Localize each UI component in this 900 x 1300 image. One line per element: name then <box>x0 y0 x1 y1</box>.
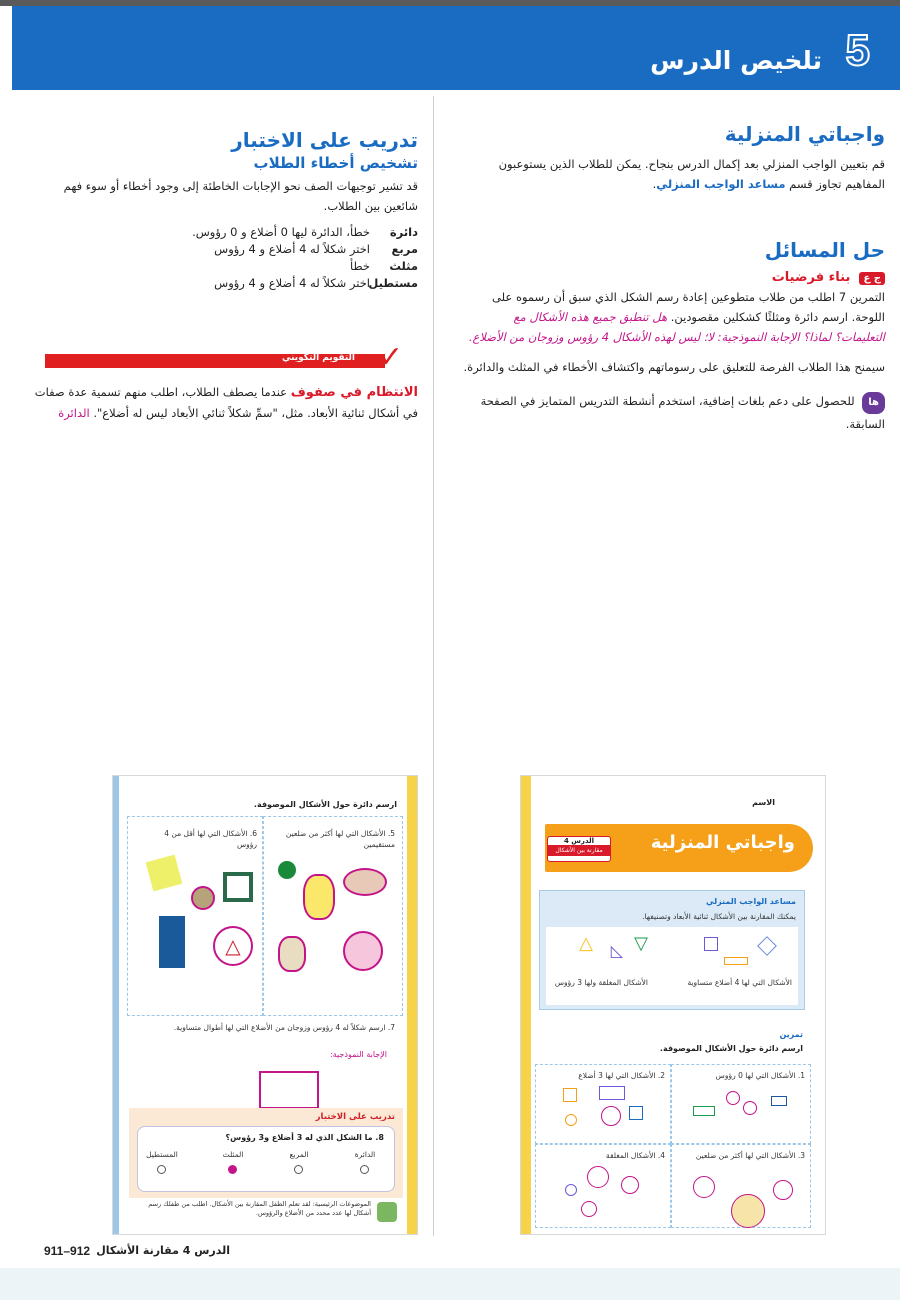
ws-practice-title: تمرين <box>779 1030 803 1039</box>
formative-body: عندما يصطف الطلاب، اطلب منهم تسمية عدة صفات في أشكال ثنائية الأبعاد. مثل، "سمِّ شكلاً ثنائي الأبعاد ليس له أضلاع". <box>34 385 418 420</box>
ws-option: الدائرة <box>354 1150 376 1159</box>
ws-test-box <box>137 1126 395 1192</box>
formative-answer: الدائرة <box>58 406 90 420</box>
ws-q5: 5. الأشكال التي لها أكثر من ضلعين مستقيمين <box>285 829 395 849</box>
exercise-7-text: التمرين 7 اطلب من طلاب متطوعين إعادة رسم الشكل الذي سبق أن رسموه على اللوحة. ارسم دائرة ومثلثًا كشكلين مقصودين. <box>492 290 885 324</box>
formative-section <box>30 382 418 423</box>
worksheet-frame <box>521 776 531 1234</box>
error-text: خطأ <box>349 259 370 273</box>
banner-number: 5 <box>845 26 870 75</box>
test-practice-section <box>30 128 418 292</box>
formative-text <box>30 382 418 423</box>
error-row <box>70 224 418 241</box>
ws-option: المستطيل <box>146 1150 178 1159</box>
ws-caption2: الأشكال المغلقة ولها 3 رؤوس <box>554 978 648 987</box>
worksheet-left <box>112 775 418 1235</box>
problems-section <box>460 238 885 434</box>
diamond-shape <box>757 936 777 956</box>
ws-q7: 7. ارسم شكلاً له 4 رؤوس وزوجان من الأضلاع التي لها أطوال متساوية. <box>173 1023 395 1032</box>
ws-helper-inner <box>546 927 798 1005</box>
test-practice-subtitle: تشخيص أخطاء الطلاب <box>253 154 418 172</box>
footer-pages: 911–912 <box>44 1244 91 1258</box>
circle-shape <box>565 1114 577 1126</box>
homework-text-main: قم بتعيين الواجب المنزلي بعد إكمال الدرس بنجاح. يمكن للطلاب الذين يستوعبون المفاهيم تجاوز قسم <box>498 157 885 191</box>
shape-circled <box>581 1201 597 1217</box>
coin-circled <box>191 886 215 910</box>
error-text: اختر شكلاً له 4 أضلاع و 4 رؤوس <box>214 276 370 290</box>
ws-note: الموضوعات الرئيسية: لقد تعلم الطفل المقارنة بين الأشكال. اطلب من طفلك رسم أشكال لها عدد محدد من الأضلاع والرؤوس. <box>148 1200 371 1217</box>
worksheet-frame <box>407 776 417 1234</box>
homework-title: واجباتي المنزلية <box>724 122 885 146</box>
formative-bar <box>45 354 385 368</box>
warning-triangle-circled: △ <box>213 926 253 966</box>
footer-lesson: الدرس 4 مقارنة الأشكال <box>96 1244 230 1257</box>
homework-text-end: . <box>652 177 657 191</box>
ws-sample: الإجابة النموذجية: <box>330 1050 387 1059</box>
ws-name-label: الاسم <box>752 798 775 807</box>
ell-badge: ها <box>862 392 885 414</box>
ws-helper-box <box>539 890 805 1010</box>
problems-para3 <box>460 391 885 434</box>
square-shape <box>563 1088 577 1102</box>
lesson-banner <box>12 6 900 90</box>
shape-circled <box>621 1176 639 1194</box>
error-list <box>30 224 418 292</box>
frame-square <box>223 872 253 902</box>
shape-circled <box>587 1166 609 1188</box>
ws-test-strip <box>129 1108 403 1198</box>
shape-circled <box>773 1180 793 1200</box>
error-term: دائرة <box>389 225 418 239</box>
problems-title: حل المسائل <box>764 238 885 262</box>
worksheet-frame-left <box>113 776 119 1234</box>
ws-q3: 3. الأشكال التي لها أكثر من ضلعين <box>695 1151 805 1160</box>
circle-circled <box>743 1101 757 1115</box>
trapezoid-shape <box>693 1106 715 1116</box>
trapezoid-shape <box>771 1096 787 1106</box>
ws-q8: 8. ما الشكل الذي له 3 أضلاع و3 رؤوس؟ <box>225 1133 384 1142</box>
hypothesis-row <box>460 266 885 285</box>
error-term: مربع <box>391 242 418 256</box>
ws-caption1: الأشكال التي لها 4 أضلاع متساوية <box>687 978 792 987</box>
error-text: خطأ، الدائرة ليها 0 أضلاع و 0 رؤوس. <box>192 225 370 239</box>
test-practice-intro: قد تشير توجيهات الصف نحو الإجابات الخاطئة إلى وجود أخطاء أو سوء فهم شائعين بين الطلاب. <box>63 179 418 213</box>
yellow-card-circled <box>303 874 335 920</box>
triangle-circled <box>601 1106 621 1126</box>
radio-option-circle <box>360 1165 369 1174</box>
test-practice-title: تدريب على الاختبار <box>231 128 418 152</box>
homework-text <box>460 154 885 194</box>
ws-q4: 4. الأشكال المغلقة <box>605 1151 665 1160</box>
ws-lesson-sub: مقارنة بين الأشكال <box>548 845 610 856</box>
green-circle <box>278 861 296 879</box>
circle-circled <box>726 1091 740 1105</box>
check-icon: ✓ <box>378 340 404 375</box>
ws-lesson-tag <box>547 836 611 862</box>
ws-left-instr: ارسم دائرة حول الأشكال الموصوفة. <box>253 800 397 809</box>
shape-circled <box>731 1194 765 1228</box>
ws-lesson-label: الدرس 4 <box>563 837 595 845</box>
error-term: مستطيل <box>368 276 418 290</box>
hypothesis-label: بناء فرضيات <box>771 270 851 285</box>
problems-para3-text: للحصول على دعم بلغات إضافية، استخدم أنشطة التدريس المتمايز في الصفحة السابقة. <box>480 394 885 431</box>
formative-bar-label: التقويم التكويني <box>281 353 355 363</box>
exercise-7-answer: هل تنطبق جميع هذه الأشكال مع التعليمات؟ لماذا؟ الإجابة النموذجية: لا؛ ليس لهذه الأشكال 4 رؤوس وزوجان من الأضلاع. <box>468 310 885 344</box>
ws-test-title: تدريب على الاختبار <box>315 1112 395 1122</box>
error-row <box>70 258 418 275</box>
ws-helper-text: يمكنك المقارنة بين الأشكال ثنائية الأبعاد وتصنيفها. <box>642 912 796 921</box>
ws-q1: 1. الأشكال التي لها 0 رؤوس <box>715 1071 805 1080</box>
rectangle-shape <box>599 1086 625 1100</box>
exercise-7 <box>460 287 885 347</box>
trapezoid-shape <box>724 957 748 965</box>
ws-option: المثلث <box>222 1150 244 1159</box>
sample-rectangle <box>259 1071 319 1109</box>
error-term: مثلث <box>389 259 418 273</box>
radio-option-square <box>294 1165 303 1174</box>
triangle-down-shape: ▽ <box>634 933 648 954</box>
homework-helper-link: مساعد الواجب المنزلي <box>656 177 786 191</box>
ws-helper-title: مساعد الواجب المنزلي <box>706 897 796 906</box>
error-text: اختر شكلاً له 4 أضلاع و 4 رؤوس <box>214 242 370 256</box>
problems-para2: سيمنح هذا الطلاب الفرصة للتعليق على رسوماتهم واكتشاف الأخطاء في المثلث والدائرة. <box>463 360 885 374</box>
formative-title: الانتظام في صفوف <box>290 385 418 400</box>
banner-title: تلخيص الدرس <box>650 46 822 75</box>
error-row <box>70 275 418 292</box>
blue-door <box>159 916 185 968</box>
shape-circled <box>693 1176 715 1198</box>
ws-q2: 2. الأشكال التي لها 3 أضلاع <box>578 1071 665 1080</box>
house-icon <box>377 1202 397 1222</box>
triangle-up-shape: △ <box>579 933 593 954</box>
error-row <box>70 241 418 258</box>
arrow-badge: ج ع <box>859 272 885 285</box>
radio-option-triangle-selected <box>228 1165 237 1174</box>
ws-practice-instr: ارسم دائرة حول الأشكال الموصوفة. <box>659 1044 803 1053</box>
worksheet-right <box>520 775 826 1235</box>
homework-section <box>460 122 885 194</box>
footer-band <box>0 1268 900 1300</box>
square-shape <box>704 937 718 951</box>
ws-q6: 6. الأشكال التي لها أقل من 4 رؤوس <box>164 829 257 849</box>
radio-option-rectangle <box>157 1165 166 1174</box>
ws-option: المربع <box>289 1150 309 1159</box>
copyright-vertical <box>828 840 840 1120</box>
pink-shape-circled <box>343 931 383 971</box>
circle-shape <box>565 1184 577 1196</box>
triangle-right-shape: ◺ <box>610 941 623 960</box>
square-shape <box>629 1106 643 1120</box>
switch-circled <box>278 936 306 972</box>
money-circled <box>343 868 387 896</box>
ws-title: واجباتي المنزلية <box>650 832 795 853</box>
column-divider <box>433 96 434 1236</box>
